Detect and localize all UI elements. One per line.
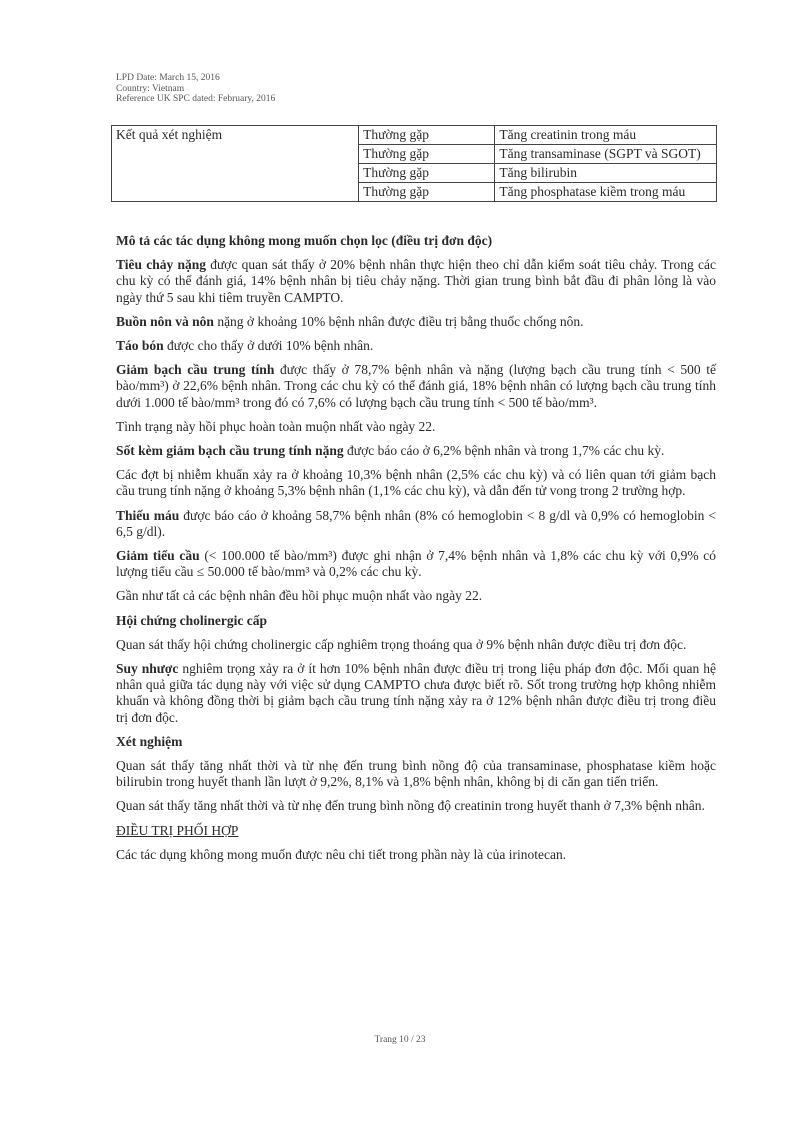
anemia-text: được báo cáo ở khoảng 58,7% bệnh nhân (8% có hemoglobin < 8 g/dl và 0,9% có hemoglobin < 6,5 g/dl). [116,507,716,539]
paragraph-combination: Các tác dụng không mong muốn được nêu chi tiết trong phần này là của irinotecan. [116,846,567,862]
section-heading-cholinergic: Hội chứng cholinergic cấp [116,612,267,628]
paragraph-febrile-neutropenia [116,443,716,459]
frequency-cell: Thường gặp [359,164,495,183]
section-heading-combination: ĐIỀU TRỊ PHỐI HỢP [116,822,239,838]
diarrhea-text: được quan sát thấy ở 20% bệnh nhân thực hiện theo chỉ dẫn kiểm soát tiêu chảy. Trong các chu kỳ có thể đánh giá, 14% bệnh nhân bị tiêu chảy nặng. Thời gian trung bình bắt đầu đi phân lỏng là vào ngày thứ 5 sau khi tiêm truyền CAMPTO. [116,257,716,305]
term-nausea: Buồn nôn và nôn [116,313,214,329]
paragraph-diarrhea [116,257,716,306]
paragraph-lab-2: Quan sát thấy tăng nhất thời và từ nhẹ đến trung bình nồng độ creatinin trong huyết thanh ở 7,3% bệnh nhân. [116,798,705,814]
term-neutropenia: Giảm bạch cầu trung tính [116,362,275,378]
reference: Reference UK SPC dated: February, 2016 [116,94,276,104]
term-diarrhea: Tiêu chảy nặng [116,257,206,273]
febrile-text: được báo cáo ở 6,2% bệnh nhân và trong 1,7% các chu kỳ. [343,443,665,459]
constipation-text: được cho thấy ở dưới 10% bệnh nhân. [163,338,374,354]
effect-cell: Tăng transaminase (SGPT và SGOT) [495,145,717,164]
term-asthenia: Suy nhược [116,661,179,677]
section-heading-selected-effects: Mô tả các tác dụng không mong muốn chọn lọc (điều trị đơn độc) [116,233,493,248]
nausea-text: nặng ở khoảng 10% bệnh nhân được điều trị bằng thuốc chống nôn. [213,313,584,329]
lpd-date: LPD Date: March 15, 2016 [116,73,220,83]
effect-cell: Tăng creatinin trong máu [495,126,717,145]
asthenia-text: nghiêm trọng xảy ra ở ít hơn 10% bệnh nhân được điều trị trong liệu pháp đơn độc. Mối quan hệ nhân quả giữa tác dụng này với việc sử dụng CAMPTO chưa được biết rõ. Sốt trong trường hợp không nhiễm khuẩn và không đồng thời bị giảm bạch cầu trung tính nặng xảy ra ở 12% bệnh nhân được điều trị trong điều trị đơn độc. [116,661,716,725]
term-constipation: Táo bón [116,338,164,354]
paragraph-infection: Các đợt bị nhiễm khuẩn xảy ra ở khoảng 10,3% bệnh nhân (2,5% các chu kỳ) và có liên quan tới giảm bạch cầu trung tính nặng ở khoảng 5,3% bệnh nhân (1,1% các chu kỳ), và dẫn đến tử vong trong 2 trường hợp. [116,467,716,499]
term-anemia: Thiếu máu [116,507,180,523]
paragraph-neutropenia [116,362,716,411]
category-cell: Kết quả xét nghiệm [112,126,359,202]
thrombo-text: (< 100.000 tế bào/mm³) được ghi nhận ở 7,4% bệnh nhân và 1,8% các chu kỳ với 0,9% có lượng tiểu cầu ≤ 50.000 tế bào/mm³ và 0,2% các chu kỳ. [116,548,716,580]
document-body [116,233,716,871]
paragraph-recovery-2: Gần như tất cả các bệnh nhân đều hồi phục muộn nhất vào ngày 22. [116,588,483,604]
page-number: Trang 10 / 23 [374,1035,426,1045]
paragraph-recovery: Tình trạng này hồi phục hoàn toàn muộn nhất vào ngày 22. [116,418,436,434]
effect-cell: Tăng phosphatase kiềm trong máu [495,183,717,202]
neutropenia-text: được thấy ở 78,7% bệnh nhân và nặng (lượng bạch cầu trung tính < 500 tế bào/mm³) ở 22,6% bệnh nhân. Trong các chu kỳ có thể đánh giá, 18% bệnh nhân có lượng bạch cầu trung tính dưới 1.000 tế bào/mm³ trong đó có 7,6% có lượng bạch cầu trung tính < 500 tế bào/mm³. [116,362,716,410]
country: Country: Vietnam [116,83,185,94]
frequency-cell: Thường gặp [359,126,495,145]
paragraph-asthenia [116,661,716,726]
table-row [112,126,717,145]
adverse-effects-table [111,125,717,202]
effect-cell: Tăng bilirubin [495,164,717,183]
frequency-cell: Thường gặp [359,145,495,164]
paragraph-thrombocytopenia [116,548,716,580]
frequency-cell: Thường gặp [359,183,495,202]
document-header [116,73,275,105]
section-heading-lab: Xét nghiệm [116,733,183,749]
term-febrile-neutropenia: Sốt kèm giảm bạch cầu trung tính nặng [116,443,344,459]
paragraph-constipation [116,338,716,354]
paragraph-lab-1: Quan sát thấy tăng nhất thời và từ nhẹ đến trung bình nồng độ của transaminase, phosphatase kiềm hoặc bilirubin trong huyết thanh lần lượt ở 9,2%, 8,1% và 1,8% bệnh nhân, không bị di căn gan tiến triển. [116,758,716,790]
term-thrombocytopenia: Giảm tiểu cầu [116,548,200,564]
paragraph-nausea [116,314,716,330]
paragraph-anemia [116,508,716,540]
paragraph-cholinergic: Quan sát thấy hội chứng cholinergic cấp nghiêm trọng thoáng qua ở 9% bệnh nhân được điều trị đơn độc. [116,636,687,652]
